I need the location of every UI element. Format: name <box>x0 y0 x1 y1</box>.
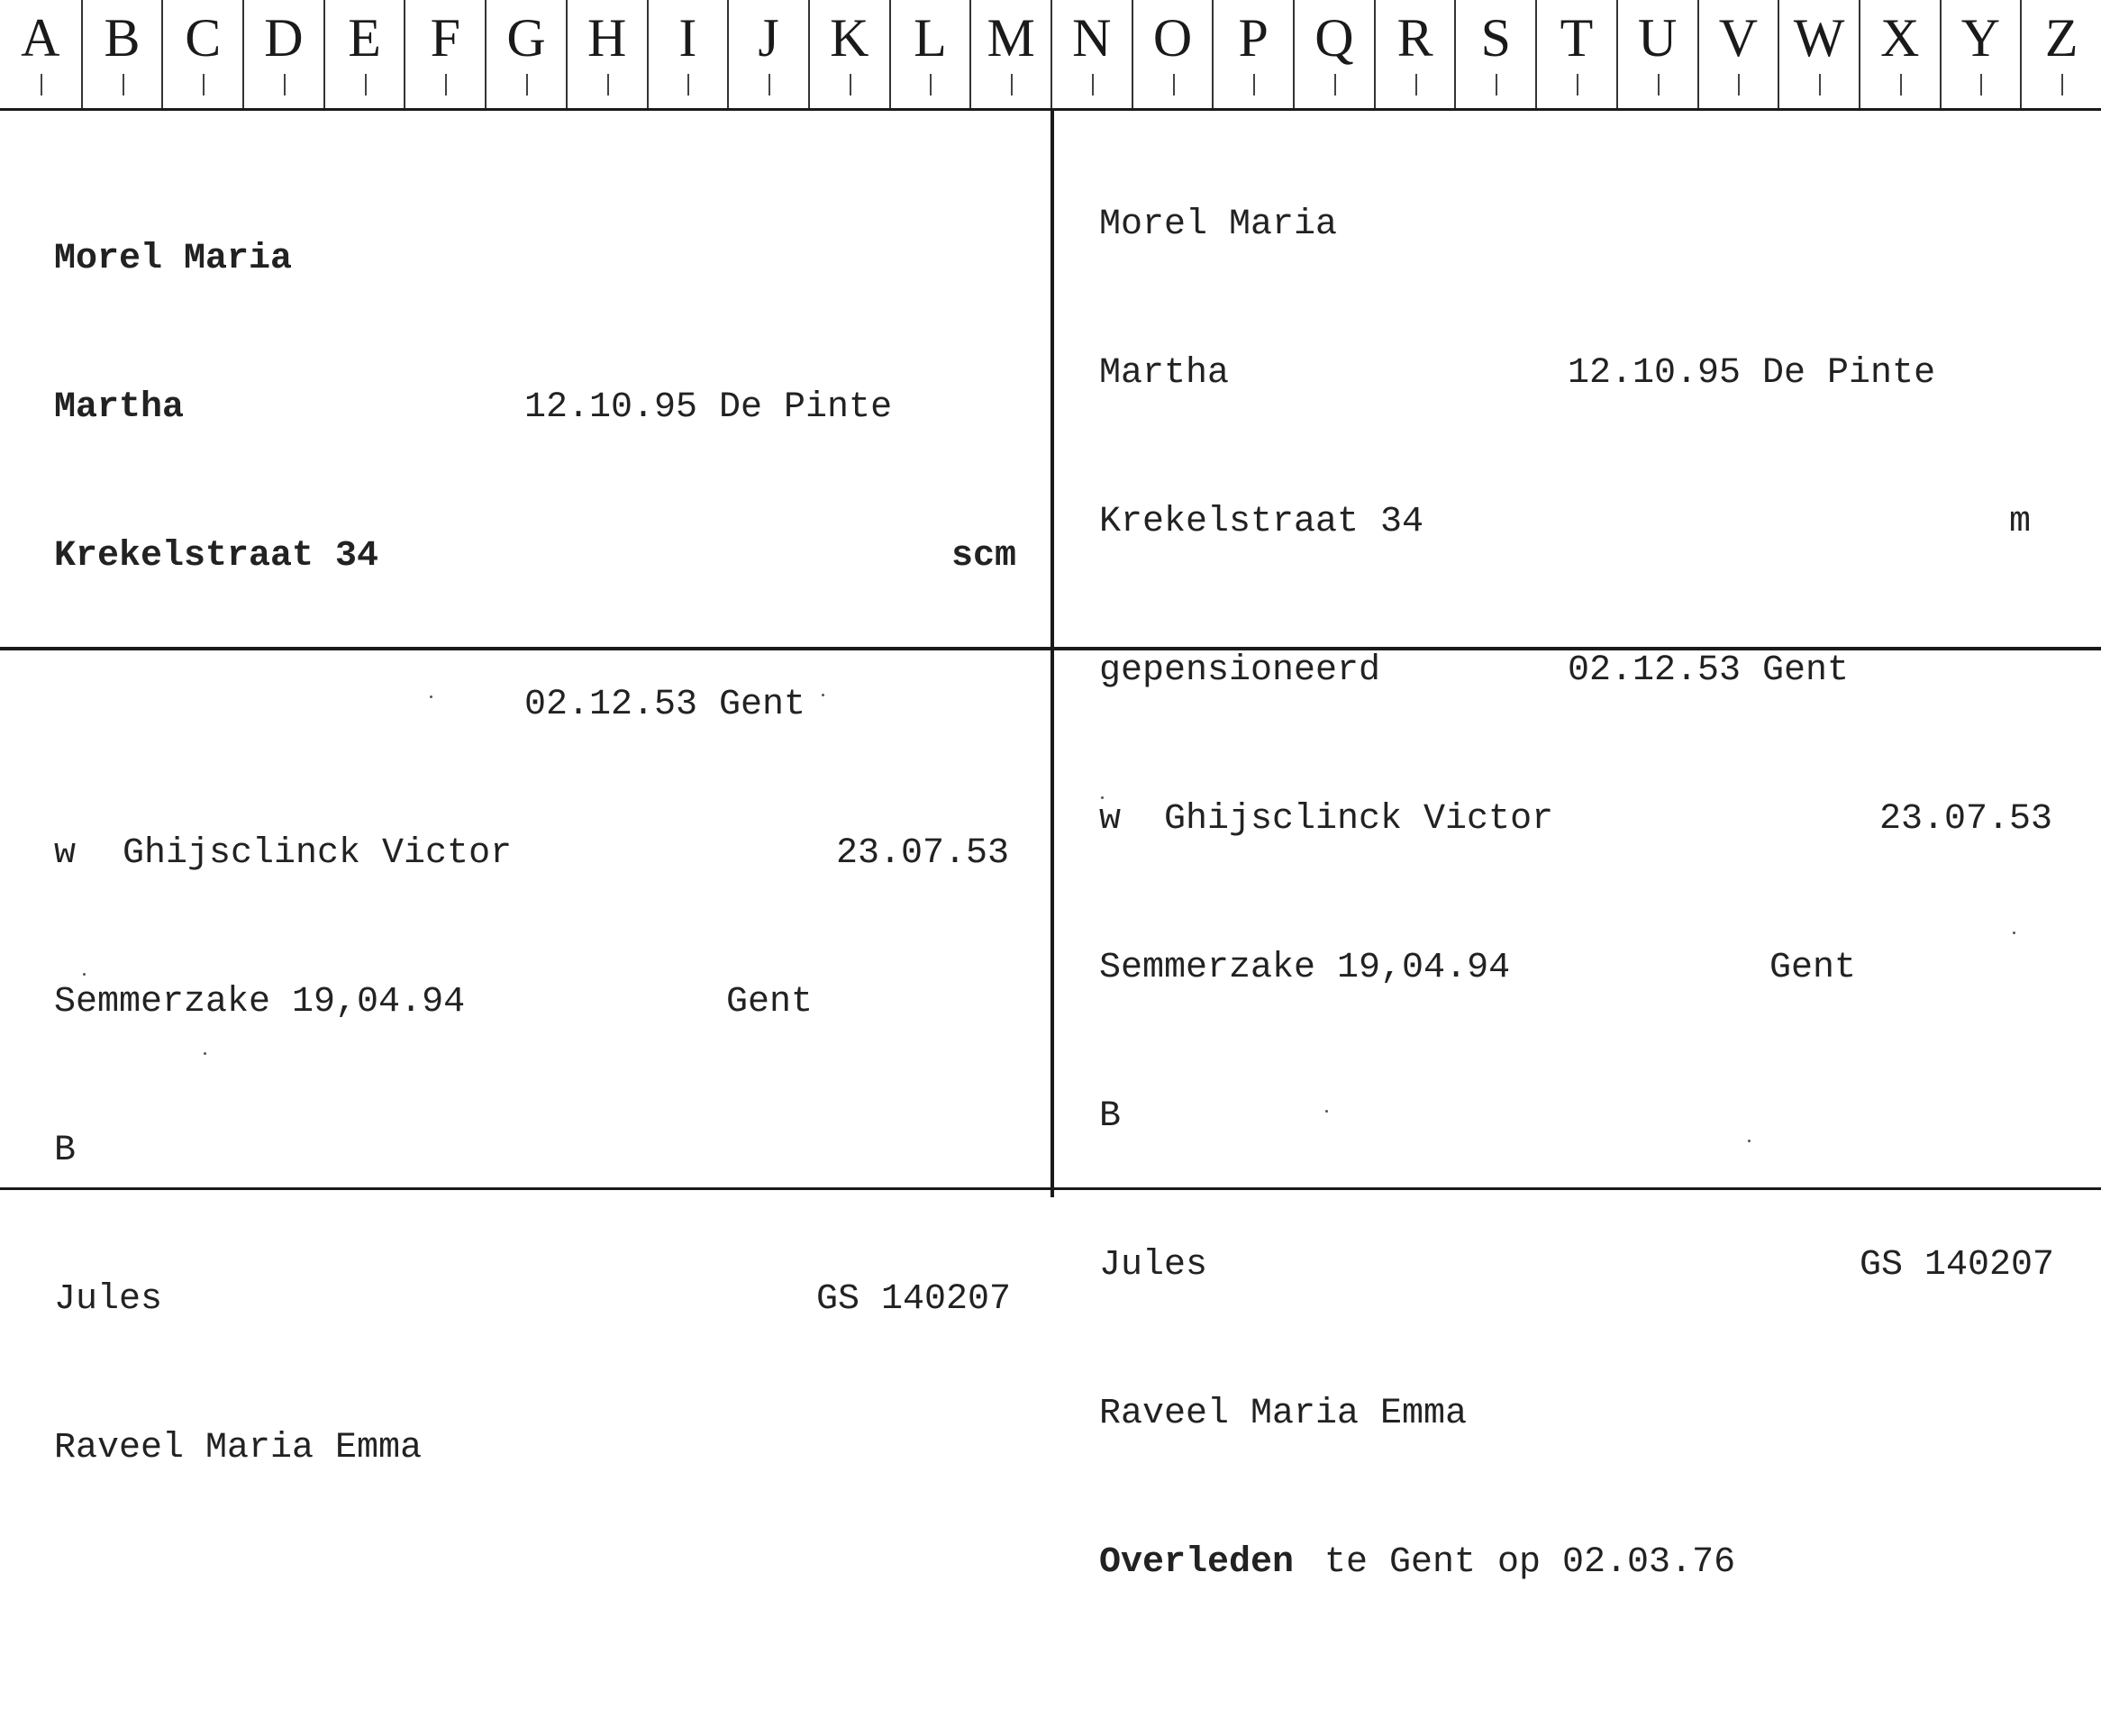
index-letter-l <box>889 0 970 108</box>
index-letter-z <box>2020 0 2101 108</box>
marker-b: B <box>1099 1096 1122 1137</box>
reference-number: GS 140207 <box>816 1279 1012 1320</box>
index-letter-o <box>1132 0 1213 108</box>
index-letter-glyph: E <box>348 8 381 68</box>
index-letter-g <box>485 0 566 108</box>
index-tick <box>1011 74 1013 95</box>
index-tick <box>526 74 528 95</box>
index-letter-glyph: Z <box>2044 8 2078 68</box>
index-tick <box>769 74 770 95</box>
index-letter-w <box>1778 0 1859 108</box>
index-tick <box>1738 74 1740 95</box>
marker-b: B <box>54 1131 77 1171</box>
index-tick <box>1092 74 1094 95</box>
spouse-birth: Semmerzake 19,04.94 <box>54 982 466 1023</box>
index-letter-glyph: V <box>1718 8 1759 68</box>
spouse-place: Gent <box>726 982 814 1023</box>
index-letter-d <box>242 0 323 108</box>
index-letter-glyph: N <box>1072 8 1112 68</box>
death-label: Overleden <box>1099 1542 1295 1583</box>
index-letter-glyph: X <box>1880 8 1920 68</box>
index-letter-glyph: U <box>1638 8 1678 68</box>
index-letter-k <box>808 0 889 108</box>
index-letter-s <box>1454 0 1535 108</box>
index-letter-glyph: B <box>104 8 141 68</box>
index-letter-x <box>1859 0 1940 108</box>
person-name: Morel Maria <box>1099 205 1338 245</box>
index-letter-a <box>0 0 81 108</box>
index-tick <box>41 74 42 95</box>
index-letter-glyph: J <box>758 8 779 68</box>
index-tick <box>930 74 932 95</box>
index-tick <box>203 74 205 95</box>
index-tick <box>365 74 367 95</box>
index-letter-i <box>647 0 728 108</box>
first-names: Martha <box>1099 353 1230 394</box>
spouse-name: Ghijsclinck Victor <box>123 833 513 874</box>
index-letter-p <box>1212 0 1293 108</box>
index-letter-b <box>81 0 162 108</box>
registry-card-left <box>54 135 1036 1522</box>
index-letter-glyph: Y <box>1960 8 2001 68</box>
reference-number: GS 140207 <box>1860 1245 2055 1286</box>
mother-name: Raveel Maria Emma <box>1099 1394 1468 1434</box>
index-tick <box>1334 74 1336 95</box>
index-letter-glyph: M <box>987 8 1035 68</box>
index-letter-glyph: G <box>506 8 546 68</box>
civil-code: scm <box>951 536 1017 577</box>
marriage-date-place: 02.12.53 Gent <box>524 685 806 725</box>
index-letter-glyph: D <box>264 8 304 68</box>
marriage-date-place: 02.12.53 Gent <box>1568 650 1850 691</box>
spouse-birth: Semmerzake 19,04.94 <box>1099 948 1511 988</box>
scan-speck <box>822 694 824 696</box>
index-letter-q <box>1293 0 1374 108</box>
index-tick <box>2061 74 2063 95</box>
index-tick <box>1658 74 1660 95</box>
spouse-marker: w <box>1099 799 1122 840</box>
index-tick <box>1415 74 1417 95</box>
index-letter-f <box>404 0 485 108</box>
scan-speck <box>83 973 86 976</box>
scan-speck <box>204 1052 206 1055</box>
civil-code: m <box>2009 502 2032 542</box>
index-letter-t <box>1535 0 1616 108</box>
street-address: Krekelstraat 34 <box>54 536 379 577</box>
spouse-marker: w <box>54 833 77 874</box>
index-tick <box>687 74 689 95</box>
index-tick <box>445 74 447 95</box>
first-names: Martha <box>54 387 185 428</box>
index-letter-glyph: T <box>1560 8 1594 68</box>
occupation: gepensioneerd <box>1099 650 1381 691</box>
index-letter-glyph: F <box>430 8 460 68</box>
spouse-place: Gent <box>1769 948 1857 988</box>
index-letter-glyph: K <box>830 8 869 68</box>
index-tick <box>1819 74 1821 95</box>
scan-speck <box>430 695 432 698</box>
spouse-date: 23.07.53 <box>836 833 1010 874</box>
mother-name: Raveel Maria Emma <box>54 1428 423 1468</box>
index-letter-glyph: W <box>1793 8 1845 68</box>
index-letter-h <box>566 0 647 108</box>
index-letter-y <box>1940 0 2021 108</box>
index-tick <box>607 74 609 95</box>
index-tick <box>1980 74 1982 95</box>
index-letter-glyph: O <box>1152 8 1193 68</box>
index-tick <box>850 74 851 95</box>
index-tick <box>1253 74 1255 95</box>
index-letter-glyph: I <box>678 8 697 68</box>
card-divider-vertical <box>1050 108 1054 1197</box>
scan-speck <box>1748 1140 1751 1142</box>
father-name: Jules <box>54 1279 163 1320</box>
index-letter-glyph: H <box>587 8 627 68</box>
index-letter-glyph: C <box>185 8 222 68</box>
index-letter-glyph: A <box>21 8 60 68</box>
index-letter-c <box>161 0 242 108</box>
index-letter-n <box>1050 0 1132 108</box>
index-letter-e <box>323 0 405 108</box>
index-letter-j <box>727 0 808 108</box>
index-tick <box>1900 74 1902 95</box>
scan-speck <box>2013 932 2015 934</box>
index-letter-v <box>1697 0 1778 108</box>
index-tick <box>1496 74 1497 95</box>
spouse-date: 23.07.53 <box>1879 799 2053 840</box>
index-letter-glyph: P <box>1238 8 1269 68</box>
index-letter-glyph: R <box>1396 8 1433 68</box>
scan-speck <box>1101 796 1104 799</box>
street-address: Krekelstraat 34 <box>1099 502 1424 542</box>
death-text: te Gent op 02.03.76 <box>1324 1542 1736 1583</box>
index-letter-glyph: Q <box>1314 8 1354 68</box>
birth-date-place: 12.10.95 De Pinte <box>524 387 893 428</box>
alphabet-index <box>0 0 2101 111</box>
index-letter-u <box>1616 0 1697 108</box>
index-letter-glyph: S <box>1480 8 1511 68</box>
registry-card-right <box>1099 101 2090 1637</box>
birth-date-place: 12.10.95 De Pinte <box>1568 353 1936 394</box>
scan-speck <box>1325 1110 1328 1113</box>
index-tick <box>1577 74 1578 95</box>
index-tick <box>123 74 124 95</box>
index-letter-m <box>969 0 1050 108</box>
index-tick <box>1173 74 1175 95</box>
spouse-name: Ghijsclinck Victor <box>1164 799 1554 840</box>
father-name: Jules <box>1099 1245 1208 1286</box>
index-letter-glyph: L <box>914 8 947 68</box>
index-letter-r <box>1374 0 1455 108</box>
person-name: Morel Maria <box>54 239 293 279</box>
index-tick <box>284 74 286 95</box>
